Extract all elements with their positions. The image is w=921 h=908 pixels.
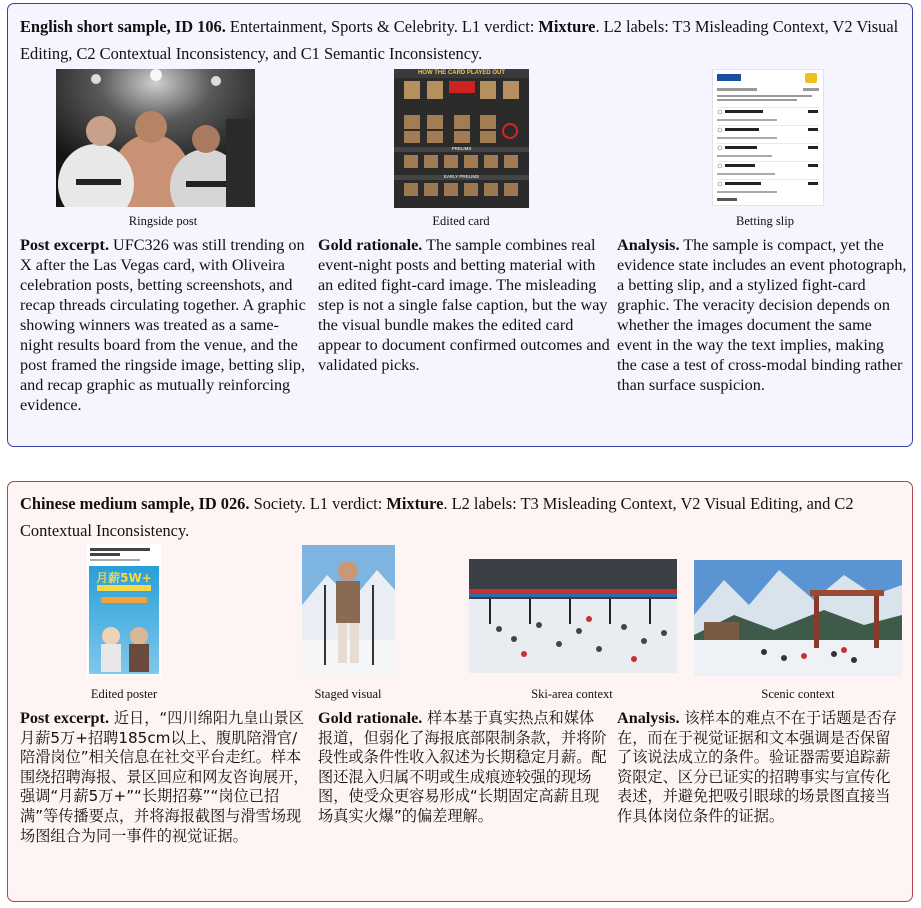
- column-text: 样本基于真实热点和媒体报道，但弱化了海报底部限制条款，并将阶段性或条件性收入叙述为长期稳定月薪。配图还混入归属不明或生成痕迹较强的现场图，使受众更容易形成“长期固定高薪且现场真实火爆”的偏差理解。: [318, 709, 607, 825]
- column-heading: Gold rationale.: [318, 236, 423, 254]
- post-excerpt-column: [20, 709, 310, 846]
- figure-caption: Edited poster: [90, 687, 158, 701]
- edited-recruitment-poster: [87, 544, 161, 676]
- card-section-label: EARLY PRELIMS: [443, 174, 480, 179]
- card-banner: HOW THE CARD PLAYED OUT: [394, 69, 529, 78]
- l1-verdict: Mixture: [538, 17, 596, 36]
- staged-visual-drawing: [302, 545, 395, 676]
- analysis-column: [617, 235, 907, 395]
- poster-headline: 月薪5W+: [96, 571, 152, 585]
- figure-caption: Scenic context: [761, 687, 835, 701]
- column-heading: Post excerpt.: [20, 236, 109, 254]
- gold-rationale-column: [318, 709, 608, 827]
- l2-labels: . L2 labels: T3 Misleading Context, V2 Visual Editing, C2 Contextual Inconsistency, and C1 Semantic Inconsistency.: [20, 17, 899, 63]
- post-excerpt-column: [20, 235, 309, 415]
- column-text: The sample combines real event-night posts and betting material with an edited fight-card image. The misleading step is not a single false caption, but the way the visual bundle makes the edited card appear to document confirmed outcomes and validated picks.: [318, 236, 610, 374]
- column-heading: Post excerpt.: [20, 709, 109, 727]
- sample-title: English short sample, ID 106.: [20, 17, 226, 36]
- card-section-label: PRELIMS: [451, 146, 472, 151]
- figure-caption: Edited card: [432, 214, 490, 228]
- betting-slip-drawing: [713, 70, 823, 205]
- figure-caption: Ski-area context: [531, 687, 613, 701]
- sample-meta: Entertainment, Sports & Celebrity. L1 verdict:: [225, 17, 539, 36]
- column-text: 近日，“四川绵阳九皇山景区月薪5万+招聘185cm以上、腹肌陪滑官/陪滑岗位”相关信息在社交平台走红。样本围绕招聘海报、景区回应和网友咨询展开，强调“月薪5万+”“长期招募”“岗位已招满”等传播要点，并将海报截图与滑雪场现场图组合为同一事件的视觉证据。: [20, 709, 309, 845]
- column-text: 该样本的难点不在于话题是否存在，而在于视觉证据和文本强调是否保留了该说法成立的条件。验证器需要追踪薪资限定、区分已证实的招聘事实与宣传化表述，并避免把吸引眼球的场景图直接当作具体岗位条件的证据。: [617, 709, 897, 825]
- betting-slip-screenshot: [712, 69, 824, 206]
- scenic-context-photo: [694, 560, 902, 676]
- ringside-photo: [56, 69, 255, 207]
- column-text: The sample is compact, yet the evidence state includes an event photograph, a betting slip, and a stylized fight-card graphic. The veracity decision depends on whether the images document the same event in the way the text implies, making the case a test of cross-modal binding rather than surface suspicion.: [617, 236, 907, 394]
- scenic-context-drawing: [694, 560, 902, 676]
- figure-caption: Staged visual: [314, 687, 382, 701]
- sample-panel-chinese: [7, 481, 913, 902]
- analysis-column: [617, 709, 902, 827]
- poster-drawing: [87, 544, 161, 676]
- sample-title: Chinese medium sample, ID 026.: [20, 494, 250, 513]
- column-heading: Analysis.: [617, 236, 680, 254]
- figure-caption: Ringside post: [128, 214, 198, 228]
- column-text: UFC326 was still trending on X after the Las Vegas card, with Oliveira celebration posts, betting screenshots, and recap threads circulating together. A graphic showing winners was treated as a same-night results board from the venue, and the post framed the ringside image, betting slip, and recap graphic as mutually reinforcing evidence.: [20, 236, 306, 414]
- gold-rationale-column: [318, 235, 610, 375]
- column-heading: Analysis.: [617, 709, 680, 727]
- staged-visual-photo: [302, 545, 395, 676]
- card-grid-drawing: [394, 69, 529, 208]
- sample-panel-english: [7, 3, 913, 447]
- l1-verdict: Mixture: [386, 494, 444, 513]
- edited-fight-card: [394, 69, 529, 208]
- figure-caption: Betting slip: [736, 214, 794, 228]
- ski-area-photo: [469, 559, 677, 673]
- panel-header: [20, 490, 902, 544]
- ski-area-drawing: [469, 559, 677, 673]
- l2-labels: . L2 labels: T3 Misleading Context, V2 Visual Editing, and C2 Contextual Inconsistency.: [20, 494, 854, 540]
- panel-header: [20, 13, 902, 67]
- sample-meta: Society. L1 verdict:: [249, 494, 387, 513]
- ringside-photo-drawing: [56, 69, 255, 207]
- column-heading: Gold rationale.: [318, 709, 423, 727]
